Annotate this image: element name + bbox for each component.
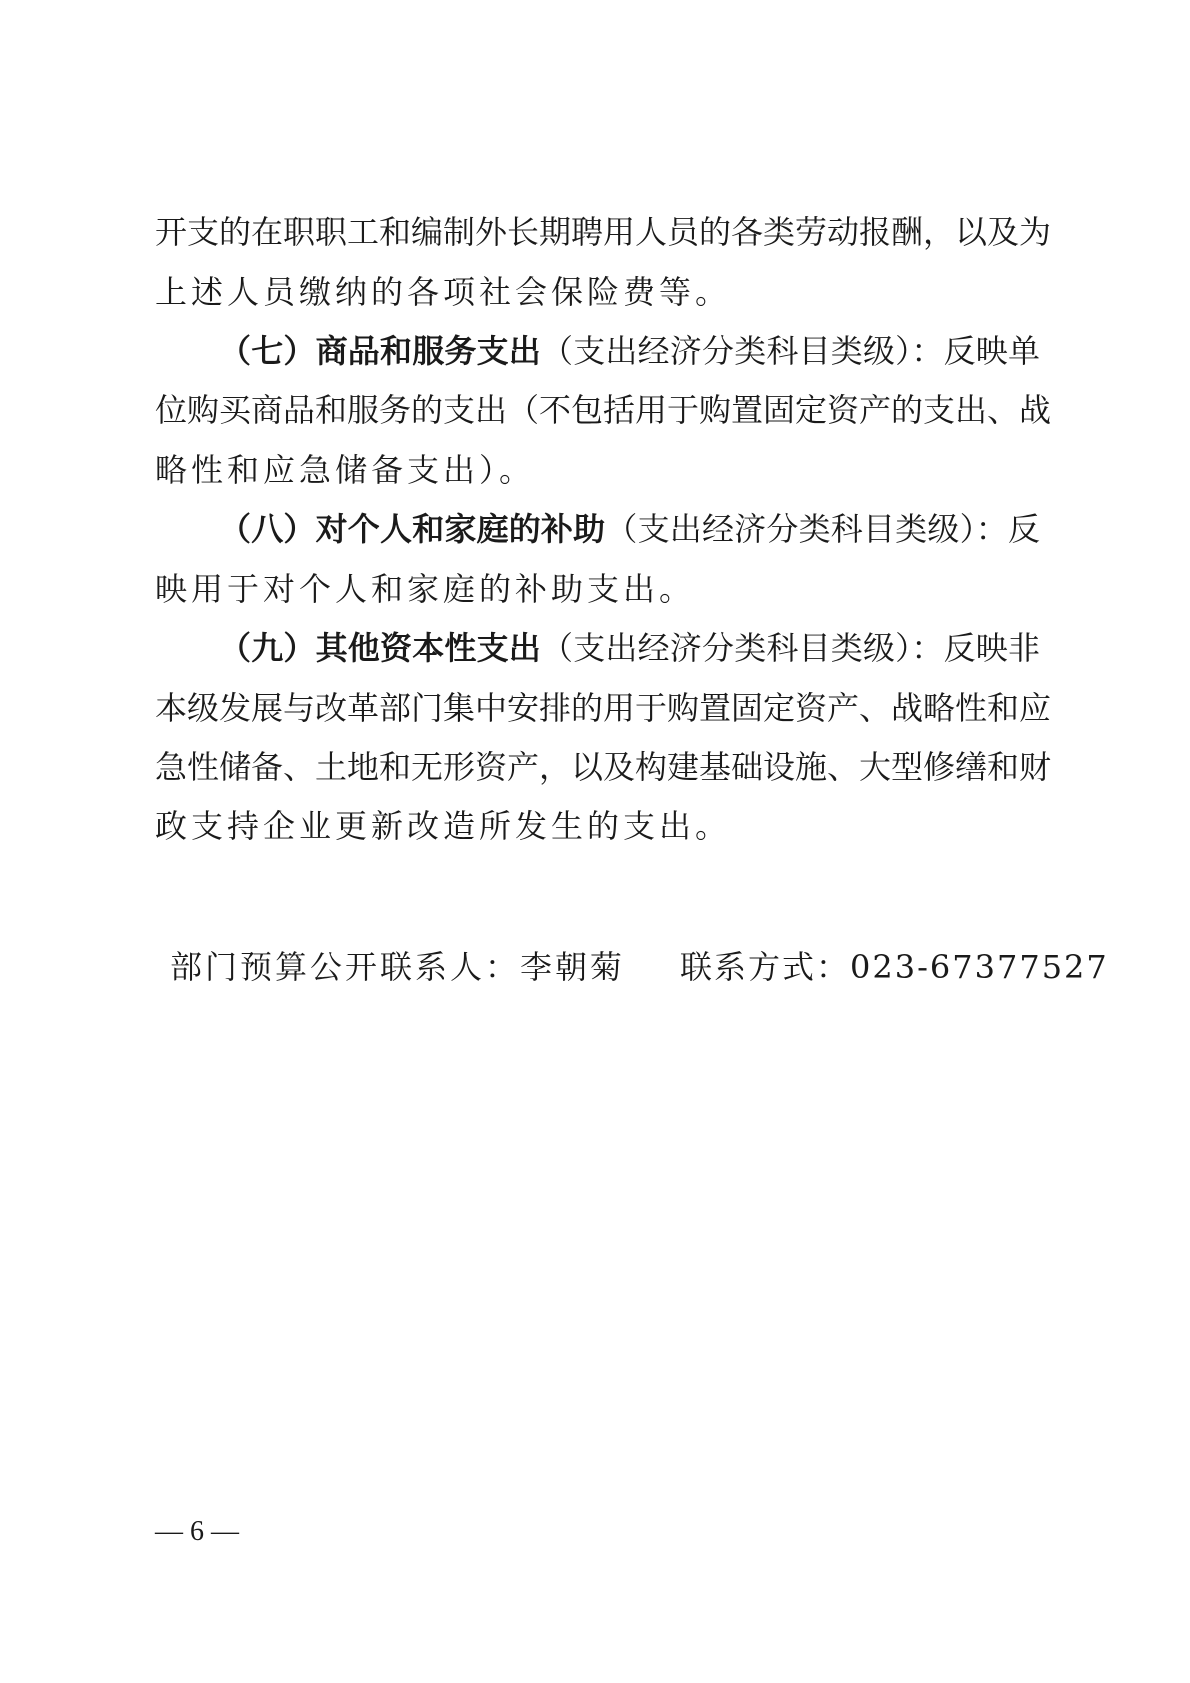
paragraph-text: （支出经济分类科目类级）：反映非 (541, 629, 1040, 667)
paragraph-line (155, 559, 1040, 619)
section-heading-line (219, 321, 1040, 381)
page-number: — 6 — (155, 1516, 239, 1547)
section-heading-8: （八）对个人和家庭的补助 (219, 510, 606, 548)
paragraph-text: 本级发展与改革部门集中安排的用于购置固定资产、战略性和应 (155, 689, 1052, 727)
paragraph-text: 上述人员缴纳的各项社会保险费等。 (155, 273, 732, 311)
section-heading-9: （九）其他资本性支出 (219, 629, 541, 667)
contact-person: 部门预算公开联系人：李朝菊 (170, 948, 626, 986)
paragraph-text: 映用于对个人和家庭的补助支出。 (155, 570, 696, 608)
paragraph-line (155, 380, 1052, 440)
paragraph-text: （支出经济分类科目类级）：反 (605, 510, 1040, 548)
paragraph-line (155, 202, 1052, 262)
paragraph-text: 位购买商品和服务的支出（不包括用于购置固定资产的支出、战 (155, 391, 1052, 429)
contact-phone: 联系方式：023-67377527 (680, 948, 1109, 986)
paragraph-line (155, 262, 1040, 322)
paragraph-line (155, 737, 1052, 797)
paragraph-text: 略性和应急储备支出）。 (155, 451, 536, 489)
paragraph-line (155, 678, 1052, 738)
paragraph-line (155, 440, 1040, 500)
paragraph-text: 开支的在职职工和编制外长期聘用人员的各类劳动报酬，以及为 (155, 213, 1052, 251)
section-heading-7: （七）商品和服务支出 (219, 332, 541, 370)
paragraph-text: 急性储备、土地和无形资产，以及构建基础设施、大型修缮和财 (155, 748, 1052, 786)
section-heading-line (219, 499, 1040, 559)
paragraph-text: （支出经济分类科目类级）：反映单 (541, 332, 1040, 370)
section-heading-line (219, 618, 1040, 678)
paragraph-line (155, 796, 1040, 856)
paragraph-text: 政支持企业更新改造所发生的支出。 (155, 807, 732, 845)
